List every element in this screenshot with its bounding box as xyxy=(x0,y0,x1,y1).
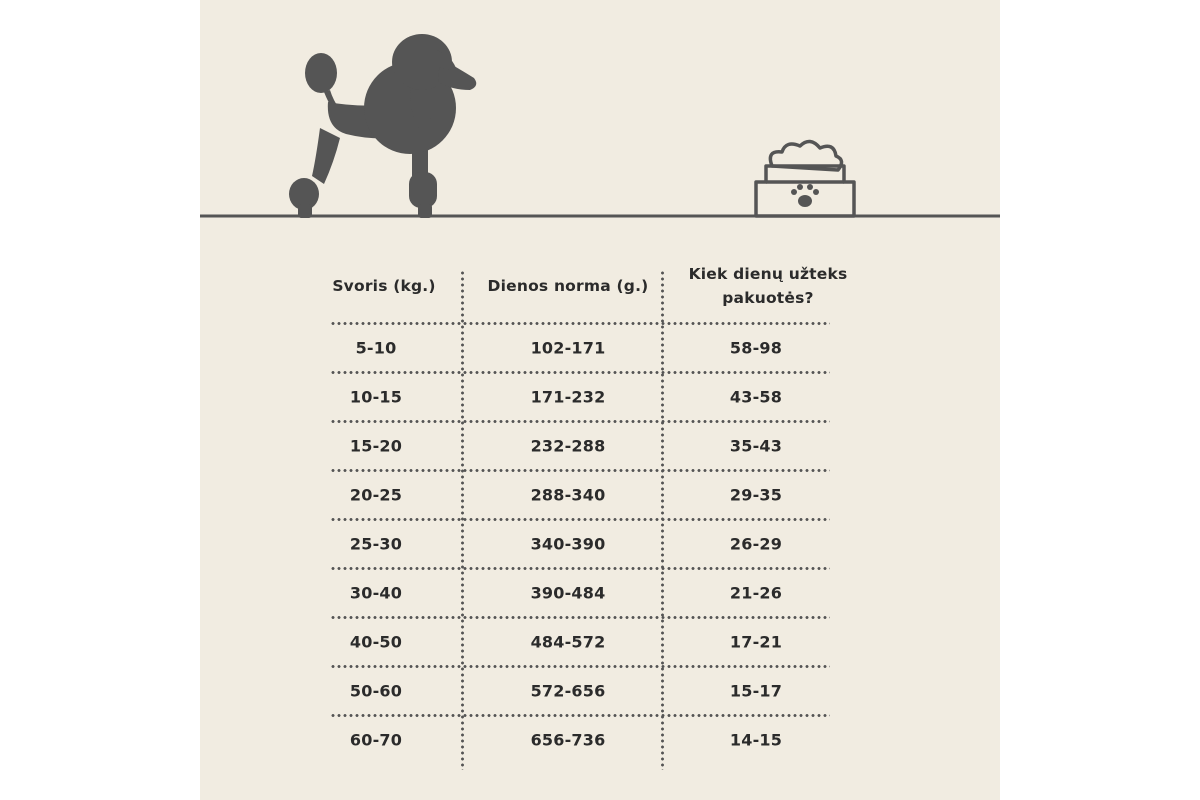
header-daily-norm: Dienos norma (g.) xyxy=(487,277,649,295)
weight-cell: 60-70 xyxy=(349,730,403,750)
daily-norm-cell: 656-736 xyxy=(530,730,606,750)
feeding-guide-card xyxy=(200,0,1000,800)
row-divider xyxy=(330,616,830,619)
days-cell: 26-29 xyxy=(729,534,783,554)
days-cell: 21-26 xyxy=(729,583,783,603)
weight-cell: 15-20 xyxy=(349,436,403,456)
weight-cell: 10-15 xyxy=(349,387,403,407)
row-divider xyxy=(330,371,830,374)
row-divider xyxy=(330,567,830,570)
daily-norm-cell: 288-340 xyxy=(530,485,606,505)
days-cell: 14-15 xyxy=(729,730,783,750)
days-cell: 17-21 xyxy=(729,632,783,652)
days-cell: 15-17 xyxy=(729,681,783,701)
daily-norm-cell: 171-232 xyxy=(530,387,606,407)
daily-norm-cell: 340-390 xyxy=(530,534,606,554)
row-divider xyxy=(330,665,830,668)
row-divider xyxy=(330,518,830,521)
weight-cell: 30-40 xyxy=(349,583,403,603)
header-weight: Svoris (kg.) xyxy=(332,277,436,295)
daily-norm-cell: 102-171 xyxy=(530,338,606,358)
row-divider xyxy=(330,420,830,423)
daily-norm-cell: 484-572 xyxy=(530,632,606,652)
row-divider xyxy=(330,714,830,717)
feeding-table xyxy=(200,0,1000,800)
weight-cell: 5-10 xyxy=(355,338,397,358)
header-days-per-pack: Kiek dienų užteks pakuotės? xyxy=(688,265,848,307)
days-cell: 43-58 xyxy=(729,387,783,407)
days-cell: 58-98 xyxy=(729,338,783,358)
daily-norm-cell: 572-656 xyxy=(530,681,606,701)
row-divider xyxy=(330,322,830,325)
weight-cell: 40-50 xyxy=(349,632,403,652)
daily-norm-cell: 390-484 xyxy=(530,583,606,603)
weight-cell: 25-30 xyxy=(349,534,403,554)
row-divider xyxy=(330,469,830,472)
daily-norm-cell: 232-288 xyxy=(530,436,606,456)
days-cell: 35-43 xyxy=(729,436,783,456)
weight-cell: 20-25 xyxy=(349,485,403,505)
weight-cell: 50-60 xyxy=(349,681,403,701)
days-cell: 29-35 xyxy=(729,485,783,505)
